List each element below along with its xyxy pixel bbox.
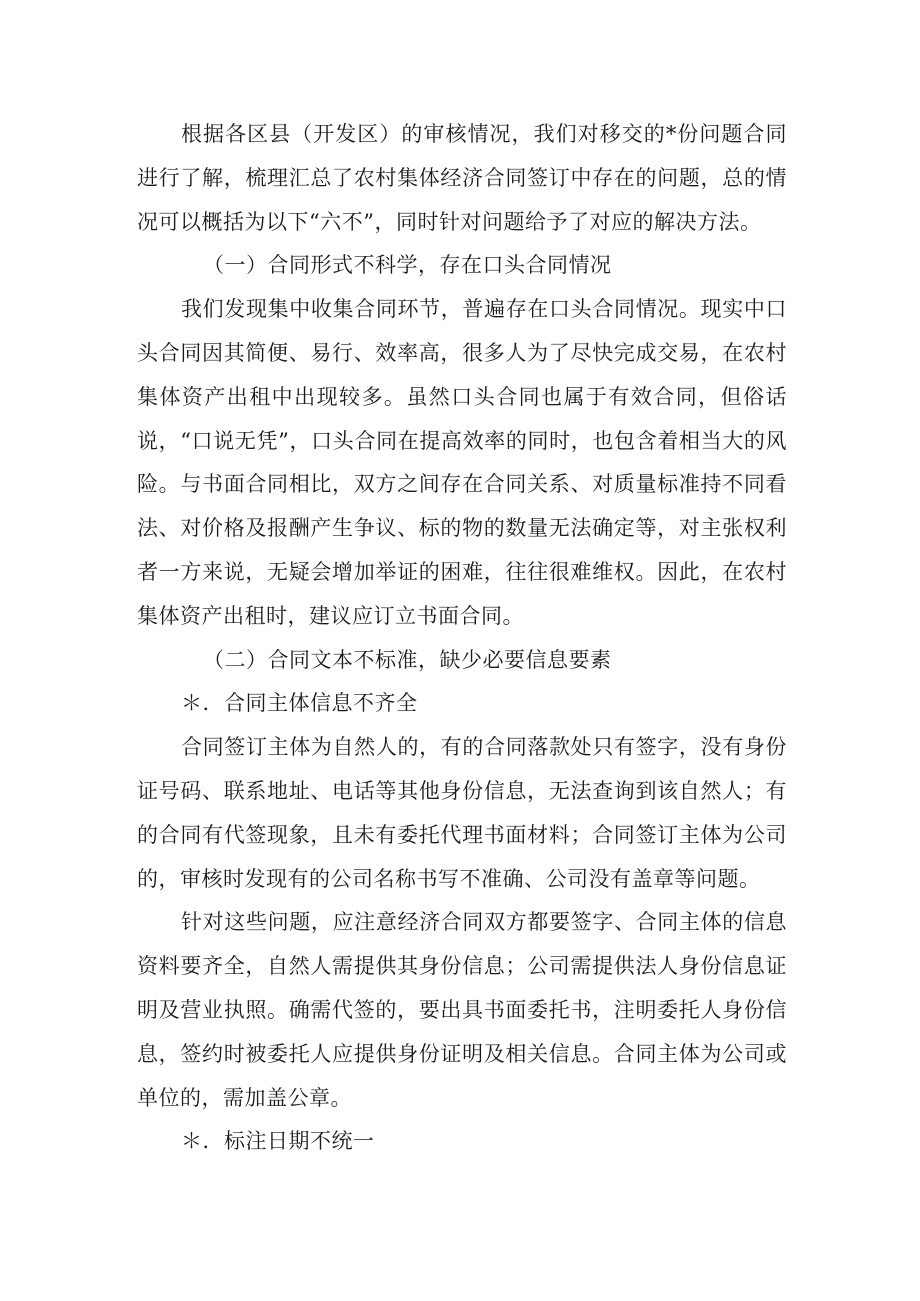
section-1-heading: （一）合同形式不科学，存在口头合同情况 xyxy=(203,253,612,278)
item-1-heading: ＊．合同主体信息不齐全 xyxy=(181,691,418,716)
section-1-paragraph: 我们发现集中收集合同环节，普遍存在口头合同情况。现实中口头合同因其简便、易行、效率高，很多人为了尽快完成交易，在农村集体资产出租中出现较多。虽然口头合同也属于有效合同，但俗话说，“口说无凭”，口头合同在提高效率的同时，也包含着相当大的风险。与书面合同相比，双方之间存在合同关系、对质量标准持不同看法、对价格及报酬产生争议、标的物的数量无法确定等，对主张权利者一方来说，无疑会增加举证的困难，往往很难维权。因此，在农村集体资产出租时，建议应订立书面合同。 xyxy=(137,297,787,628)
item-2-heading: ＊．标注日期不统一 xyxy=(181,1129,375,1154)
item-1-paragraph: 合同签订主体为自然人的，有的合同落款处只有签字，没有身份证号码、联系地址、电话等其他身份信息，无法查询到该自然人；有的合同有代签现象，且未有委托代理书面材料；合同签订主体为公司的，审核时发现有的公司名称书写不准确、公司没有盖章等问题。 xyxy=(137,735,787,891)
intro-paragraph: 根据各区县（开发区）的审核情况，我们对移交的*份问题合同进行了解，梳理汇总了农村集体经济合同签订中存在的问题，总的情况可以概括为以下“六不”，同时针对问题给予了对应的解决方法。 xyxy=(137,122,787,234)
item-1-solution-paragraph: 针对这些问题，应注意经济合同双方都要签字、合同主体的信息资料要齐全，自然人需提供其身份信息；公司需提供法人身份信息证明及营业执照。确需代签的，要出具书面委托书，注明委托人身份信息，签约时被委托人应提供身份证明及相关信息。合同主体为公司或单位的，需加盖公章。 xyxy=(137,910,787,1110)
section-2-heading: （二）合同文本不标准，缺少必要信息要素 xyxy=(203,647,612,672)
document-body xyxy=(137,113,787,1164)
